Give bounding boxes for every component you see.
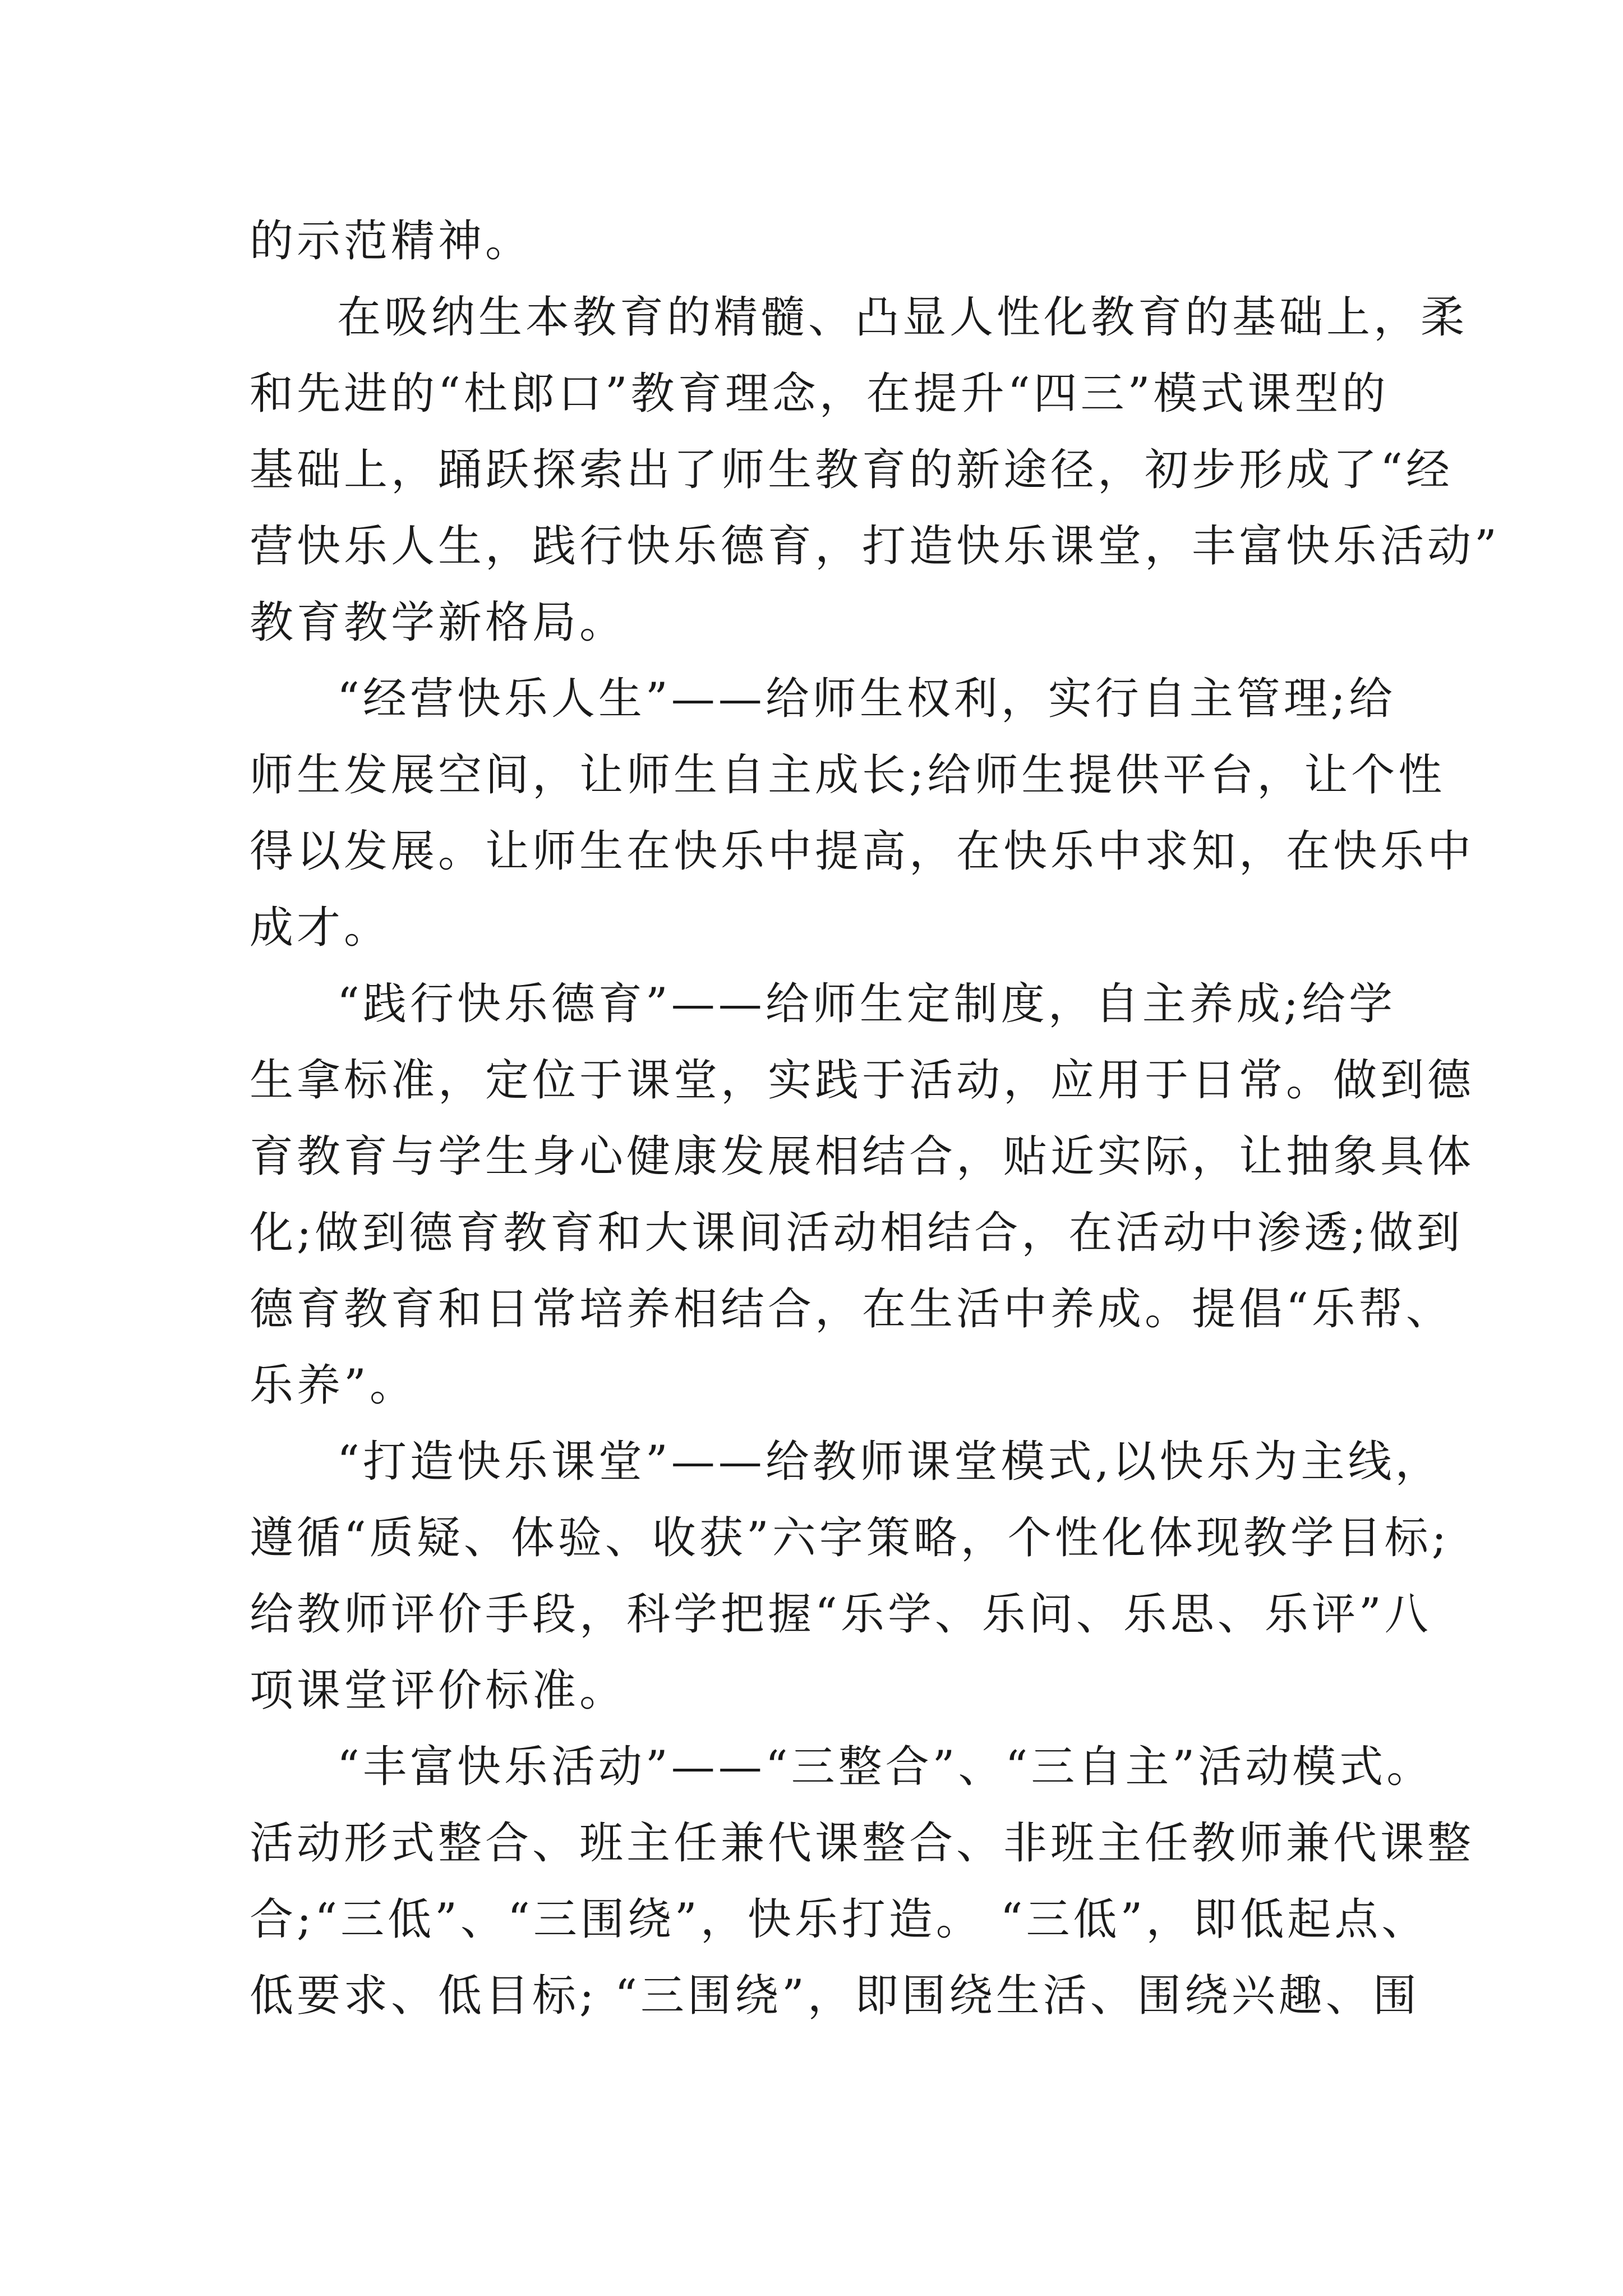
text-line: 低要求、低目标; “三围绕”，即围绕生活、围绕兴趣、围 <box>250 1971 1420 2021</box>
text-line: 化;做到德育教育和大课间活动相结合，在活动中渗透;做到 <box>250 1208 1464 1258</box>
text-line: 得以发展。让师生在快乐中提高，在快乐中求知，在快乐中 <box>250 826 1475 877</box>
text-line: 乐养”。 <box>250 1360 417 1411</box>
text-line: 给教师评价手段，科学把握“乐学、乐问、乐思、乐评”八 <box>250 1589 1432 1640</box>
text-line: “丰富快乐活动”——“三整合”、“三自主”活动模式。 <box>337 1742 1434 1792</box>
body-text <box>250 203 1500 2034</box>
text-line: 基础上，踊跃探索出了师生教育的新途径，初步形成了“经 <box>250 445 1453 495</box>
text-line: “打造快乐课堂”——给教师课堂模式,以快乐为主线， <box>337 1437 1442 1487</box>
text-line: 和先进的“杜郎口”教育理念，在提升“四三”模式课型的 <box>250 369 1389 419</box>
text-line: 在吸纳生本教育的精髓、凸显人性化教育的基础上，柔 <box>337 292 1468 343</box>
text-line: 合;“三低”、“三围绕”，快乐打造。 “三低”，即低起点、 <box>250 1894 1429 1945</box>
text-line: 生拿标准，定位于课堂，实践于活动，应用于日常。做到德 <box>250 1055 1475 1106</box>
text-line: 的示范精神。 <box>250 216 533 266</box>
text-line: 成才。 <box>250 903 391 953</box>
text-line: “经营快乐人生”——给师生权利，实行自主管理;给 <box>337 674 1396 724</box>
text-line: 活动形式整合、班主任兼代课整合、非班主任教师兼代课整 <box>250 1818 1475 1869</box>
text-line: 德育教育和日常培养相结合，在生活中养成。提倡“乐帮、 <box>250 1284 1453 1335</box>
text-line: 遵循“质疑、体验、收获”六字策略，个性化体现教学目标; <box>250 1513 1450 1563</box>
text-line: 教育教学新格局。 <box>250 597 627 648</box>
text-line: 师生发展空间，让师生自主成长;给师生提供平台，让个性 <box>250 750 1446 800</box>
text-line: 项课堂评价标准。 <box>250 1665 627 1716</box>
text-line: 育教育与学生身心健康发展相结合，贴近实际，让抽象具体 <box>250 1131 1475 1182</box>
text-line: “践行快乐德育”——给师生定制度，自主养成;给学 <box>337 979 1396 1029</box>
text-line: 营快乐人生，践行快乐德育，打造快乐课堂，丰富快乐活动” <box>250 521 1500 572</box>
